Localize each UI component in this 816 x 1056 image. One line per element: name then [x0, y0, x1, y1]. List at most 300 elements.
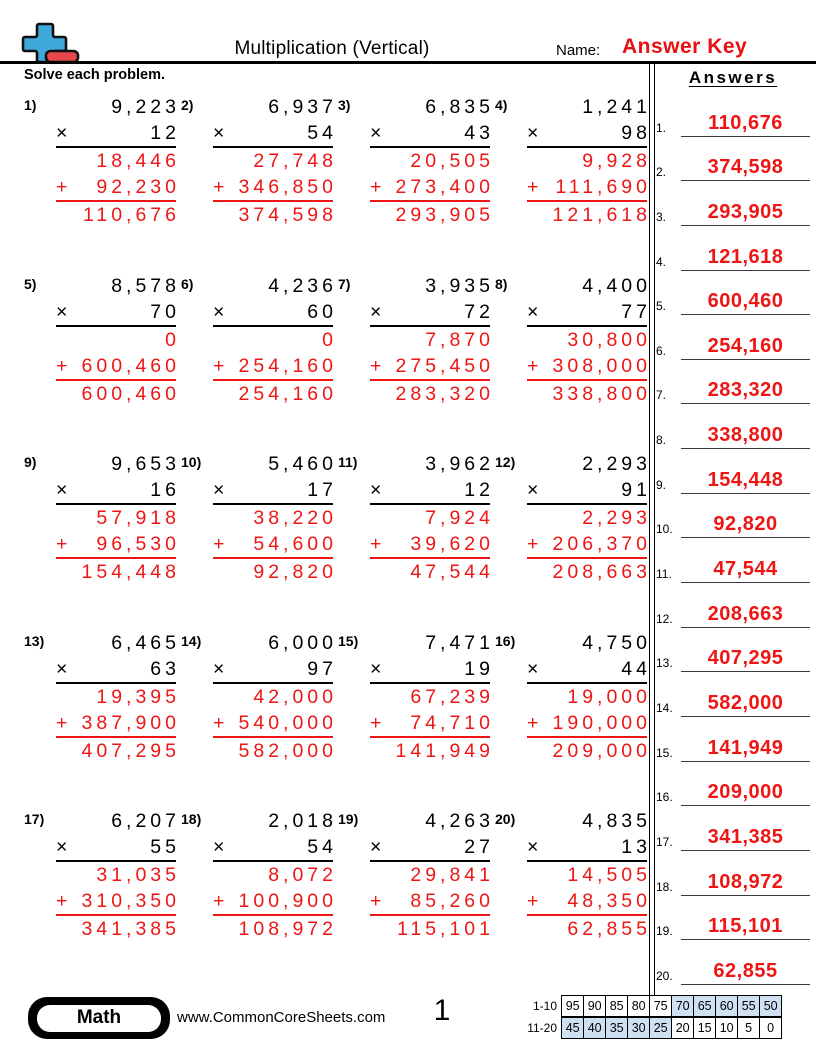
problem-number-label: 8)	[495, 275, 508, 292]
multiplicand-row	[213, 451, 337, 477]
multiplier-row	[370, 120, 494, 148]
product-value: 209,000	[552, 739, 651, 762]
plus-sign: +	[527, 533, 539, 555]
plus-sign: +	[527, 890, 539, 912]
times-sign: ×	[370, 479, 382, 501]
score-cell: 10	[715, 1017, 738, 1039]
problem-number-label: 13)	[24, 632, 45, 649]
plus-sign: +	[527, 711, 539, 734]
product-row	[370, 738, 494, 764]
product-value: 121,618	[552, 204, 651, 226]
score-cell: 85	[605, 995, 628, 1017]
times-sign: ×	[527, 300, 539, 323]
partial-product-1-row	[527, 327, 651, 353]
product-row	[527, 202, 651, 228]
product-value: 374,598	[238, 204, 337, 226]
partial-product-1-value: 27,748	[253, 150, 337, 172]
partial-product-1-value: 57,918	[96, 507, 180, 529]
problem-work-area	[370, 451, 494, 630]
multiplicand-row	[213, 94, 337, 120]
product-value: 141,949	[395, 739, 494, 762]
answer-number-label: 13.	[656, 656, 673, 671]
product-value: 154,448	[81, 561, 180, 583]
partial-product-2-row	[213, 888, 337, 916]
problem-work-area	[370, 273, 494, 452]
partial-product-1-row	[213, 327, 337, 353]
partial-product-2-value: 346,850	[238, 176, 337, 198]
multiplier-row	[213, 477, 337, 505]
plus-sign: +	[56, 354, 68, 377]
subject-badge-label: Math	[37, 1005, 161, 1032]
multiplicand-value: 1,241	[582, 96, 651, 118]
multiplier-row	[56, 120, 180, 148]
multiplier-row	[527, 120, 651, 148]
answer-number-label: 12.	[656, 611, 673, 626]
problem-block	[181, 630, 338, 809]
multiplier-row	[56, 299, 180, 327]
product-value: 115,101	[396, 918, 494, 940]
problem-work-area	[56, 94, 180, 273]
partial-product-1-value: 7,924	[425, 507, 494, 529]
problem-number-label: 6)	[181, 275, 194, 292]
problem-block	[338, 808, 495, 987]
score-cell: 15	[693, 1017, 716, 1039]
multiplier-row	[527, 834, 651, 862]
product-row	[527, 559, 651, 585]
score-row-1	[524, 995, 782, 1017]
multiplicand-value: 3,962	[425, 453, 494, 475]
answer-value: 208,663	[681, 604, 810, 628]
answer-row	[656, 360, 810, 405]
multiplier-row	[56, 477, 180, 505]
plus-sign: +	[213, 176, 225, 198]
partial-product-1-row	[527, 148, 651, 174]
worksheet-title: Multiplication (Vertical)	[234, 38, 430, 59]
times-sign: ×	[527, 479, 539, 501]
multiplicand-value: 6,207	[111, 810, 180, 832]
product-value: 254,160	[238, 382, 337, 405]
plus-sign: +	[370, 890, 382, 912]
product-value: 47,544	[410, 561, 494, 583]
multiplier-value: 43	[464, 122, 494, 144]
partial-product-1-row	[213, 862, 337, 888]
multiplicand-row	[370, 94, 494, 120]
answer-row	[656, 583, 810, 628]
partial-product-2-value: 273,400	[395, 176, 494, 198]
plus-sign: +	[527, 354, 539, 377]
answer-row	[656, 271, 810, 316]
answer-row	[656, 806, 810, 851]
problem-work-area	[56, 630, 180, 809]
problem-number-label: 12)	[495, 454, 516, 470]
answer-row	[656, 226, 810, 271]
multiplicand-value: 2,293	[582, 453, 651, 475]
partial-product-1-row	[527, 862, 651, 888]
partial-product-2-row	[370, 353, 494, 381]
product-row	[213, 738, 337, 764]
partial-product-2-row	[370, 888, 494, 916]
problem-number-label: 9)	[24, 454, 37, 470]
problem-number-label: 2)	[181, 97, 194, 113]
partial-product-1-value: 0	[165, 328, 180, 351]
score-cell: 70	[671, 995, 694, 1017]
times-sign: ×	[527, 657, 539, 680]
partial-product-2-value: 310,350	[81, 890, 180, 912]
partial-product-2-row	[527, 353, 651, 381]
score-cell: 55	[737, 995, 760, 1017]
multiplicand-value: 4,236	[268, 274, 337, 297]
score-cell: 35	[605, 1017, 628, 1039]
partial-product-1-row	[370, 148, 494, 174]
partial-product-2-row	[213, 710, 337, 738]
product-row	[56, 381, 180, 407]
times-sign: ×	[213, 657, 225, 680]
multiplier-value: 27	[464, 836, 494, 858]
partial-product-1-value: 20,505	[410, 150, 494, 172]
problem-work-area	[527, 630, 651, 809]
partial-product-1-row	[56, 148, 180, 174]
multiplier-value: 12	[464, 479, 494, 501]
problem-block	[495, 94, 652, 273]
times-sign: ×	[370, 122, 382, 144]
partial-product-1-value: 67,239	[410, 685, 494, 708]
answer-value: 92,820	[681, 514, 810, 538]
partial-product-2-value: 111,690	[555, 176, 651, 198]
problem-block	[338, 630, 495, 809]
problem-work-area	[56, 273, 180, 452]
product-row	[56, 738, 180, 764]
problem-number-label: 5)	[24, 275, 37, 292]
partial-product-2-value: 54,600	[253, 533, 337, 555]
multiplier-row	[56, 834, 180, 862]
score-cells	[561, 1018, 782, 1039]
problem-block	[495, 808, 652, 987]
partial-product-2-row	[370, 531, 494, 559]
multiplicand-value: 8,578	[111, 274, 180, 297]
answer-number-label: 11.	[656, 567, 672, 582]
times-sign: ×	[56, 122, 68, 144]
answers-panel	[656, 68, 810, 985]
name-label: Name:	[556, 42, 601, 59]
multiplier-value: 63	[150, 657, 180, 680]
answer-number-label: 1.	[656, 120, 667, 135]
plus-sign: +	[56, 176, 68, 198]
multiplier-value: 12	[150, 122, 180, 144]
partial-product-2-value: 85,260	[410, 890, 494, 912]
multiplicand-row	[527, 94, 651, 120]
multiplicand-value: 7,471	[425, 631, 494, 654]
problem-work-area	[213, 451, 337, 630]
multiplier-row	[370, 656, 494, 684]
problems-grid	[24, 94, 652, 987]
partial-product-1-row	[527, 505, 651, 531]
partial-product-1-row	[370, 327, 494, 353]
product-value: 293,905	[395, 204, 494, 226]
partial-product-2-row	[213, 353, 337, 381]
score-cell: 45	[561, 1017, 584, 1039]
product-value: 407,295	[81, 739, 180, 762]
answer-number-label: 9.	[656, 477, 667, 492]
multiplicand-row	[370, 273, 494, 299]
answer-number-label: 20.	[656, 968, 673, 983]
times-sign: ×	[213, 300, 225, 323]
answer-row	[656, 628, 810, 673]
multiplicand-value: 6,835	[425, 96, 494, 118]
partial-product-2-value: 308,000	[552, 354, 651, 377]
problem-block	[24, 273, 181, 452]
multiplier-value: 19	[464, 657, 494, 680]
score-cell: 80	[627, 995, 650, 1017]
multiplicand-row	[527, 273, 651, 299]
multiplicand-row	[213, 808, 337, 834]
website-url: www.CommonCoreSheets.com	[177, 1009, 386, 1026]
partial-product-2-value: 74,710	[410, 711, 494, 734]
times-sign: ×	[56, 836, 68, 858]
answer-number-label: 3.	[656, 209, 667, 224]
answer-number-label: 4.	[656, 254, 667, 269]
partial-product-2-value: 190,000	[552, 711, 651, 734]
product-row	[370, 559, 494, 585]
plus-sign: +	[527, 176, 539, 198]
multiplicand-value: 5,460	[268, 453, 337, 475]
product-row	[370, 202, 494, 228]
problem-work-area	[56, 451, 180, 630]
times-sign: ×	[527, 836, 539, 858]
partial-product-1-row	[56, 327, 180, 353]
product-value: 582,000	[238, 739, 337, 762]
partial-product-1-value: 18,446	[96, 150, 180, 172]
multiplicand-row	[56, 94, 180, 120]
times-sign: ×	[213, 836, 225, 858]
answer-number-label: 19.	[656, 924, 673, 939]
multiplier-row	[370, 477, 494, 505]
answer-row	[656, 672, 810, 717]
partial-product-1-value: 9,928	[582, 150, 651, 172]
plus-sign: +	[370, 711, 382, 734]
problem-number-label: 18)	[181, 811, 202, 827]
partial-product-2-row	[527, 531, 651, 559]
partial-product-2-value: 387,900	[81, 711, 180, 734]
product-value: 338,800	[552, 382, 651, 405]
problem-work-area	[527, 94, 651, 273]
partial-product-1-value: 7,870	[425, 328, 494, 351]
answer-row	[656, 717, 810, 762]
partial-product-1-row	[370, 505, 494, 531]
partial-product-1-row	[213, 148, 337, 174]
answer-value: 47,544	[681, 559, 810, 583]
score-cell: 60	[715, 995, 738, 1017]
product-row	[213, 916, 337, 942]
multiplicand-value: 4,835	[582, 810, 651, 832]
answer-row	[656, 494, 810, 539]
partial-product-2-row	[527, 174, 651, 202]
partial-product-1-row	[56, 505, 180, 531]
product-value: 283,320	[395, 382, 494, 405]
answer-row	[656, 538, 810, 583]
partial-product-1-value: 30,800	[567, 328, 651, 351]
answer-value: 154,448	[681, 470, 810, 494]
partial-product-2-row	[213, 531, 337, 559]
partial-product-2-row	[213, 174, 337, 202]
problem-work-area	[370, 94, 494, 273]
problem-work-area	[527, 273, 651, 452]
times-sign: ×	[56, 300, 68, 323]
times-sign: ×	[56, 479, 68, 501]
multiplicand-value: 6,937	[268, 96, 337, 118]
plus-sign: +	[213, 533, 225, 555]
problem-number-label: 3)	[338, 97, 351, 113]
answer-number-label: 6.	[656, 343, 667, 358]
multiplier-value: 98	[621, 122, 651, 144]
multiplier-row	[213, 299, 337, 327]
product-value: 108,972	[238, 918, 337, 940]
partial-product-2-row	[527, 710, 651, 738]
multiplier-value: 60	[307, 300, 337, 323]
answers-title: Answers	[688, 68, 778, 87]
score-cell: 0	[759, 1017, 782, 1039]
plus-sign: +	[56, 890, 68, 912]
partial-product-2-value: 540,000	[238, 711, 337, 734]
answer-number-label: 16.	[656, 790, 673, 805]
multiplicand-row	[527, 451, 651, 477]
problem-block	[181, 273, 338, 452]
plus-sign: +	[213, 711, 225, 734]
product-value: 208,663	[552, 561, 651, 583]
times-sign: ×	[370, 836, 382, 858]
partial-product-2-value: 92,230	[96, 176, 180, 198]
partial-product-2-value: 48,350	[567, 890, 651, 912]
plus-sign: +	[56, 533, 68, 555]
partial-product-2-row	[56, 710, 180, 738]
multiplier-value: 97	[307, 657, 337, 680]
multiplier-row	[527, 477, 651, 505]
partial-product-1-row	[370, 684, 494, 710]
partial-product-1-value: 8,072	[268, 864, 337, 886]
problem-work-area	[56, 808, 180, 987]
problem-block	[338, 273, 495, 452]
answer-value: 582,000	[681, 693, 810, 717]
multiplicand-row	[56, 630, 180, 656]
answer-value: 341,385	[681, 827, 810, 851]
answer-number-label: 18.	[656, 879, 673, 894]
multiplier-value: 16	[150, 479, 180, 501]
score-cell: 65	[693, 995, 716, 1017]
product-row	[213, 381, 337, 407]
problem-block	[24, 808, 181, 987]
multiplicand-row	[213, 273, 337, 299]
partial-product-1-row	[56, 862, 180, 888]
score-cell: 75	[649, 995, 672, 1017]
multiplier-row	[213, 656, 337, 684]
partial-product-1-value: 29,841	[410, 864, 494, 886]
partial-product-2-row	[56, 888, 180, 916]
problem-block	[24, 451, 181, 630]
answer-row	[656, 92, 810, 137]
multiplier-row	[213, 120, 337, 148]
partial-product-1-value: 2,293	[582, 507, 651, 529]
partial-product-2-value: 39,620	[410, 533, 494, 555]
multiplicand-row	[527, 808, 651, 834]
partial-product-1-value: 14,505	[567, 864, 651, 886]
answer-value: 141,949	[681, 738, 810, 762]
score-cell: 5	[737, 1017, 760, 1039]
partial-product-1-row	[527, 684, 651, 710]
multiplicand-value: 2,018	[268, 810, 337, 832]
score-row-label: 1-10	[532, 999, 557, 1013]
answer-row	[656, 404, 810, 449]
plus-sign: +	[370, 354, 382, 377]
partial-product-1-row	[370, 862, 494, 888]
multiplier-value: 13	[621, 836, 651, 858]
times-sign: ×	[56, 657, 68, 680]
header-rule	[0, 61, 816, 64]
score-cell: 40	[583, 1017, 606, 1039]
multiplicand-row	[370, 808, 494, 834]
answer-value: 407,295	[681, 648, 810, 672]
problem-number-label: 20)	[495, 811, 516, 827]
multiplier-value: 70	[150, 300, 180, 323]
answer-key-text: Answer Key	[622, 35, 748, 58]
partial-product-1-value: 31,035	[96, 864, 180, 886]
multiplicand-row	[213, 630, 337, 656]
plus-sign: +	[213, 354, 225, 377]
answer-value: 374,598	[681, 157, 810, 181]
answer-row	[656, 315, 810, 360]
answer-row	[656, 940, 810, 985]
multiplier-row	[56, 656, 180, 684]
times-sign: ×	[370, 300, 382, 323]
problem-number-label: 1)	[24, 97, 37, 113]
product-row	[213, 202, 337, 228]
problem-block	[24, 630, 181, 809]
times-sign: ×	[213, 122, 225, 144]
answer-number-label: 5.	[656, 299, 667, 314]
multiplier-value: 17	[307, 479, 337, 501]
multiplier-value: 55	[150, 836, 180, 858]
answer-number-label: 14.	[656, 700, 673, 715]
answer-row	[656, 896, 810, 941]
product-value: 110,676	[82, 204, 180, 226]
multiplicand-value: 4,263	[425, 810, 494, 832]
score-row-2	[524, 1017, 782, 1039]
partial-product-2-row	[370, 174, 494, 202]
score-cells	[561, 995, 782, 1017]
plus-sign: +	[56, 711, 68, 734]
problem-work-area	[527, 451, 651, 630]
partial-product-2-row	[56, 531, 180, 559]
multiplicand-row	[56, 273, 180, 299]
problem-work-area	[527, 808, 651, 987]
partial-product-2-row	[527, 888, 651, 916]
problem-work-area	[370, 630, 494, 809]
product-row	[527, 916, 651, 942]
answer-value: 209,000	[681, 782, 810, 806]
partial-product-1-value: 38,220	[253, 507, 337, 529]
product-row	[213, 559, 337, 585]
plus-sign: +	[213, 890, 225, 912]
problem-block	[338, 451, 495, 630]
product-row	[527, 738, 651, 764]
plus-sign: +	[370, 533, 382, 555]
multiplier-row	[370, 834, 494, 862]
multiplicand-value: 4,750	[582, 631, 651, 654]
answer-value: 600,460	[681, 291, 810, 315]
problem-work-area	[213, 94, 337, 273]
product-value: 92,820	[253, 561, 337, 583]
times-sign: ×	[370, 657, 382, 680]
times-sign: ×	[527, 122, 539, 144]
product-row	[56, 202, 180, 228]
